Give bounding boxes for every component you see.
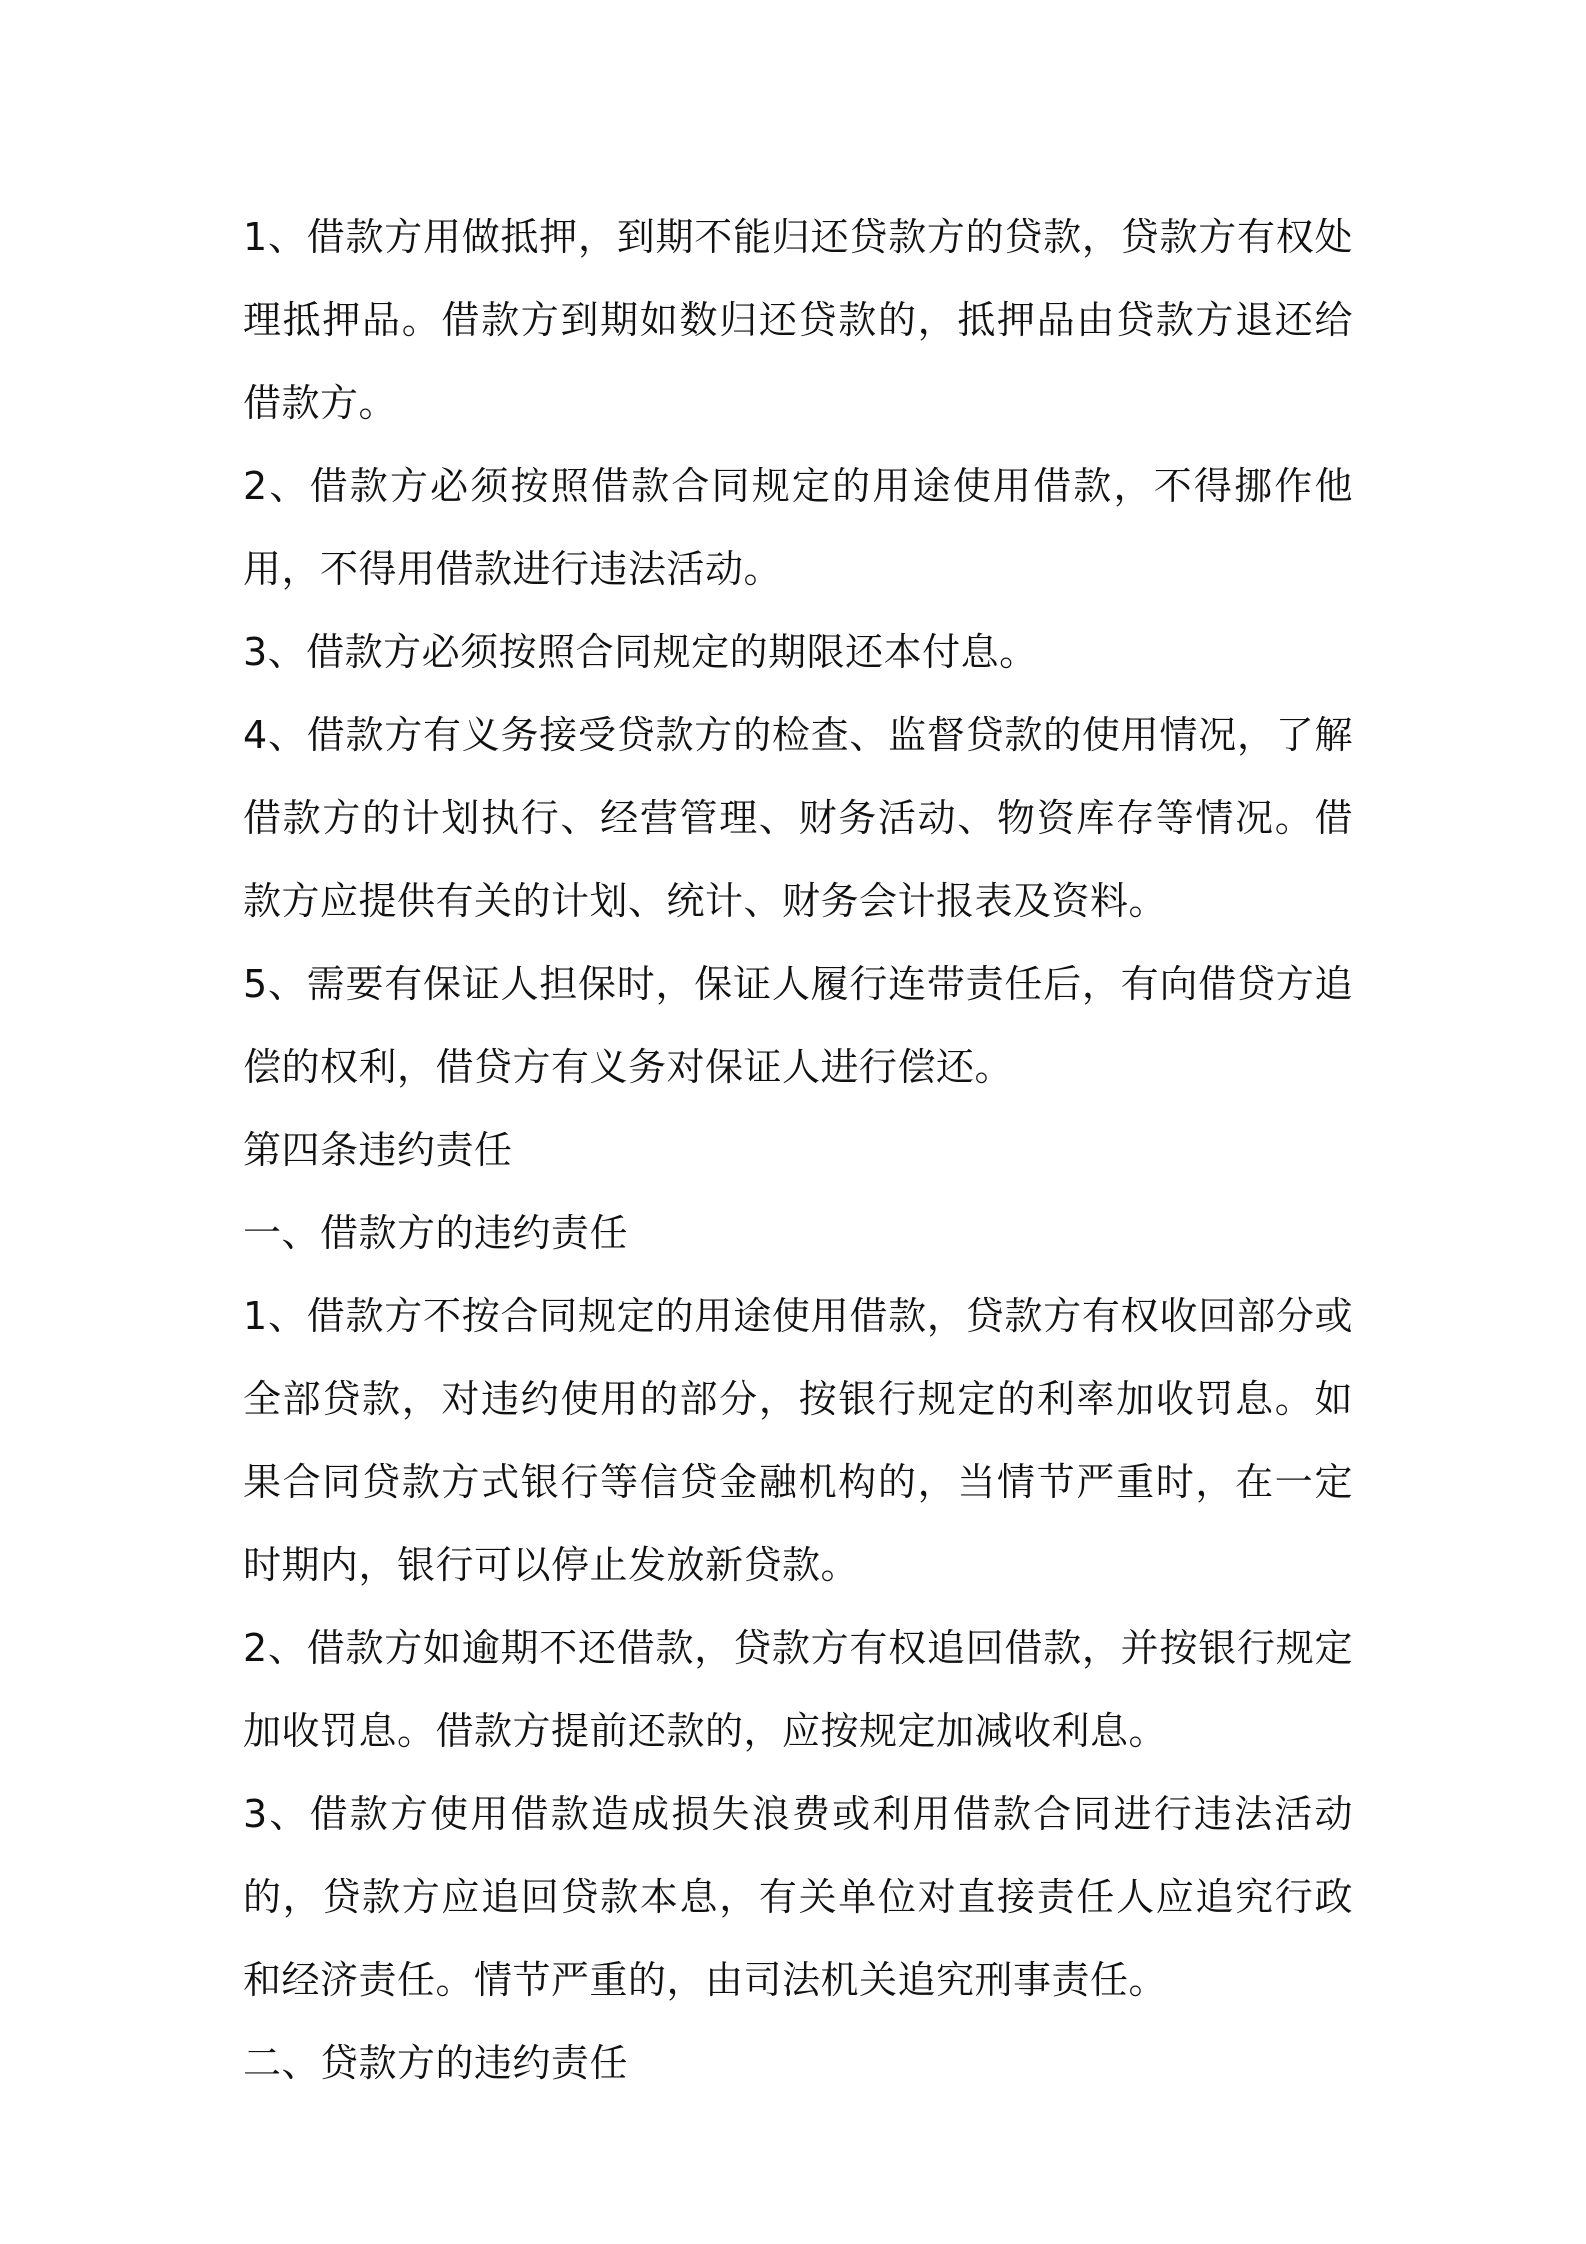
clause-2-loan-usage: 2、借款方必须按照借款合同规定的用途使用借款，不得挪作他用，不得用借款进行违法活动。 [243,464,1353,591]
liability-2-overdue: 2、借款方如逾期不还借款，贷款方有权追回借款，并按银行规定加收罚息。借款方提前还款的，应按规定加减收利息。 [243,1626,1353,1753]
document-body [243,196,1353,2105]
liability-1-misuse: 1、借款方不按合同规定的用途使用借款，贷款方有权收回部分或全部贷款，对违约使用的部分，按银行规定的利率加收罚息。如果合同贷款方式银行等信贷金融机构的，当情节严重时，在一定时期内，银行可以停止发放新贷款。 [243,1294,1353,1587]
clause-5-guarantor: 5、需要有保证人担保时，保证人履行连带责任后，有向借贷方追偿的权利，借贷方有义务对保证人进行偿还。 [243,962,1353,1089]
clause-4-inspection: 4、借款方有义务接受贷款方的检查、监督贷款的使用情况，了解借款方的计划执行、经营管理、财务活动、物资库存等情况。借款方应提供有关的计划、统计、财务会计报表及资料。 [243,713,1353,923]
section-2-heading: 二、贷款方的违约责任 [243,2041,629,2085]
article-4-heading: 第四条违约责任 [243,1128,513,1172]
clause-1-collateral: 1、借款方用做抵押，到期不能归还贷款方的贷款，贷款方有权处理抵押品。借款方到期如数归还贷款的，抵押品由贷款方退还给借款方。 [243,215,1353,425]
clause-3-repayment: 3、借款方必须按照合同规定的期限还本付息。 [243,630,1038,674]
section-1-heading: 一、借款方的违约责任 [243,1211,629,1255]
liability-3-loss: 3、借款方使用借款造成损失浪费或利用借款合同进行违法活动的，贷款方应追回贷款本息，有关单位对直接责任人应追究行政和经济责任。情节严重的，由司法机关追究刑事责任。 [243,1792,1353,2002]
